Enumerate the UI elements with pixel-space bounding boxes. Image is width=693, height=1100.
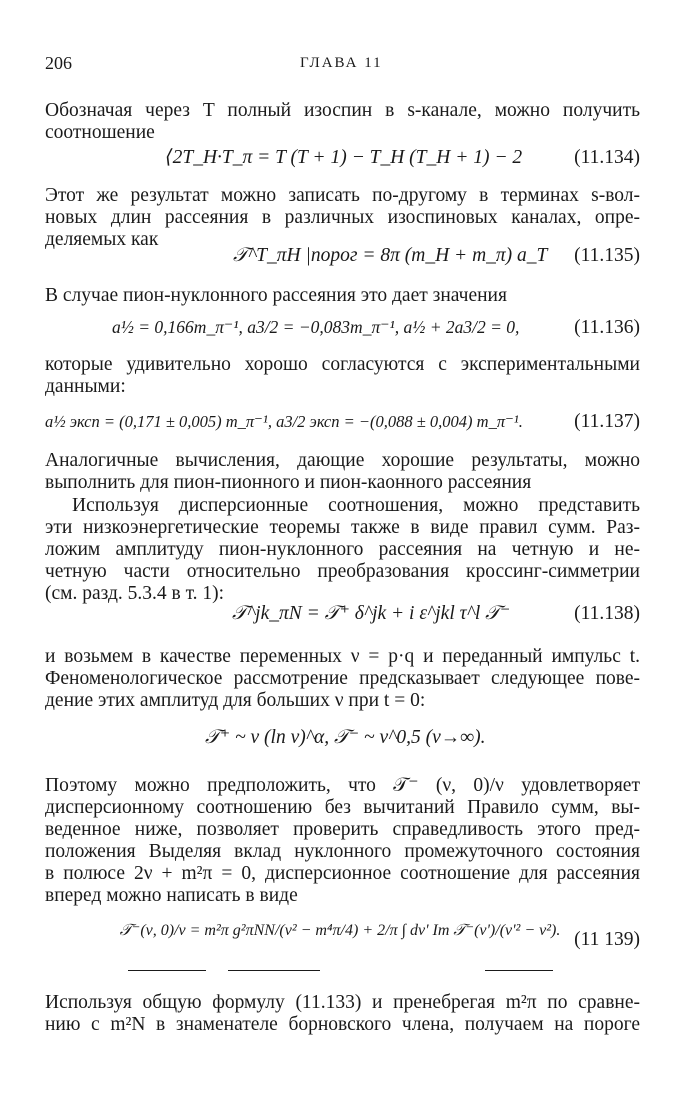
text-line: вперед можно написать в виде (45, 885, 298, 906)
equation-number: (11.135) (574, 245, 640, 266)
text-line: Используя дисперсионные соотношения, можно представить (72, 495, 640, 516)
equation-number: (11.138) (574, 603, 640, 624)
equation-11-136: a½ = 0,166m_π⁻¹, a3/2 = −0,083m_π⁻¹, a½ + 2a3/2 = 0, (112, 317, 520, 337)
text-line: нию с m²N в знаменателе борновского члена, получаем на пороге (45, 1014, 640, 1035)
text-line: веденное ниже, позволяет проверить справедливость этого пред- (45, 819, 640, 840)
equation-number: (11 139) (574, 929, 640, 950)
text-line: Феноменологическое рассмотрение предсказывает следующее пове- (45, 668, 640, 689)
equation-11-138: 𝒯^jk_πN = 𝒯⁺ δ^jk + i ε^jkl τ^l 𝒯⁻ (232, 603, 511, 624)
text-line: В случае пион-нуклонного рассеяния это дает значения (45, 285, 507, 306)
text-line: и возьмем в качестве переменных ν = p·q и переданный импульс t. (45, 646, 640, 667)
text-line: которые удивительно хорошо согласуются с экспериментальными (45, 354, 640, 375)
text-line: четную части относительно преобразования кроссинг-симметрии (45, 561, 640, 582)
text-line: выполнить для пион-пионного и пион-каонного рассеяния (45, 472, 532, 493)
text-line: Поэтому можно предположить, что 𝒯⁻ (ν, 0)/ν удовлетворяет (45, 775, 640, 796)
fraction-bar (485, 970, 553, 971)
text-line: Используя общую формулу (11.133) и пренебрегая m²π по сравне- (45, 992, 640, 1013)
equation-number: (11.134) (574, 147, 640, 168)
fraction-bar (228, 970, 320, 971)
text-line: деляемых как (45, 229, 159, 250)
text-line: дение этих амплитуд для больших ν при t = 0: (45, 690, 426, 711)
text-line: ложим амплитуду пион-нуклонного рассеяния на четную и не- (45, 539, 640, 560)
text-line: эти низкоэнергетические теоремы также в виде правил сумм. Раз- (45, 517, 640, 538)
text-line: Обозначая через T полный изоспин в s-канале, можно получить (45, 100, 640, 121)
text-line: положения Выделяя вклад нуклонного промежуточного состояния (45, 841, 640, 862)
equation-number: (11.136) (574, 317, 640, 338)
fraction-bar (128, 970, 206, 971)
equation-number: (11.137) (574, 411, 640, 432)
equation-11-135: 𝒯^T_πH |порог = 8π (m_H + m_π) a_T (233, 245, 548, 266)
text-line: соотношение (45, 122, 155, 143)
equation-11-134: ⟨2T_H·T_π = T (T + 1) − T_H (T_H + 1) − 2 (165, 147, 523, 168)
equation-11-137: a½ эксп = (0,171 ± 0,005) m_π⁻¹, a3/2 эксп = −(0,088 ± 0,004) m_π⁻¹. (45, 412, 523, 431)
text-line: Аналогичные вычисления, дающие хорошие результаты, можно (45, 450, 640, 471)
equation-11-139: 𝒯⁻(ν, 0)/ν = m²π g²πNN/(ν² − m⁴π/4) + 2/π ∫ dν' Im 𝒯⁻(ν')/(ν'² − ν²). (119, 922, 561, 939)
text-line: (см. разд. 5.3.4 в т. 1): (45, 583, 225, 604)
text-line: данными: (45, 376, 126, 397)
text-line: в полюсе 2ν + m²π = 0, дисперсионное соотношение для рассеяния (45, 863, 640, 884)
page-number: 206 (45, 53, 72, 73)
chapter-title: ГЛАВА 11 (300, 55, 383, 71)
text-line: Этот же результат можно записать по-другому в терминах s-вол- (45, 185, 640, 206)
text-line: новых длин рассеяния в различных изоспиновых каналах, опре- (45, 207, 640, 228)
asymptotic-formula: 𝒯⁺ ~ ν (ln ν)^α, 𝒯⁻ ~ ν^0,5 (ν→∞). (205, 727, 486, 748)
text-line: дисперсионному соотношению без вычитаний Правило сумм, вы- (45, 797, 640, 818)
